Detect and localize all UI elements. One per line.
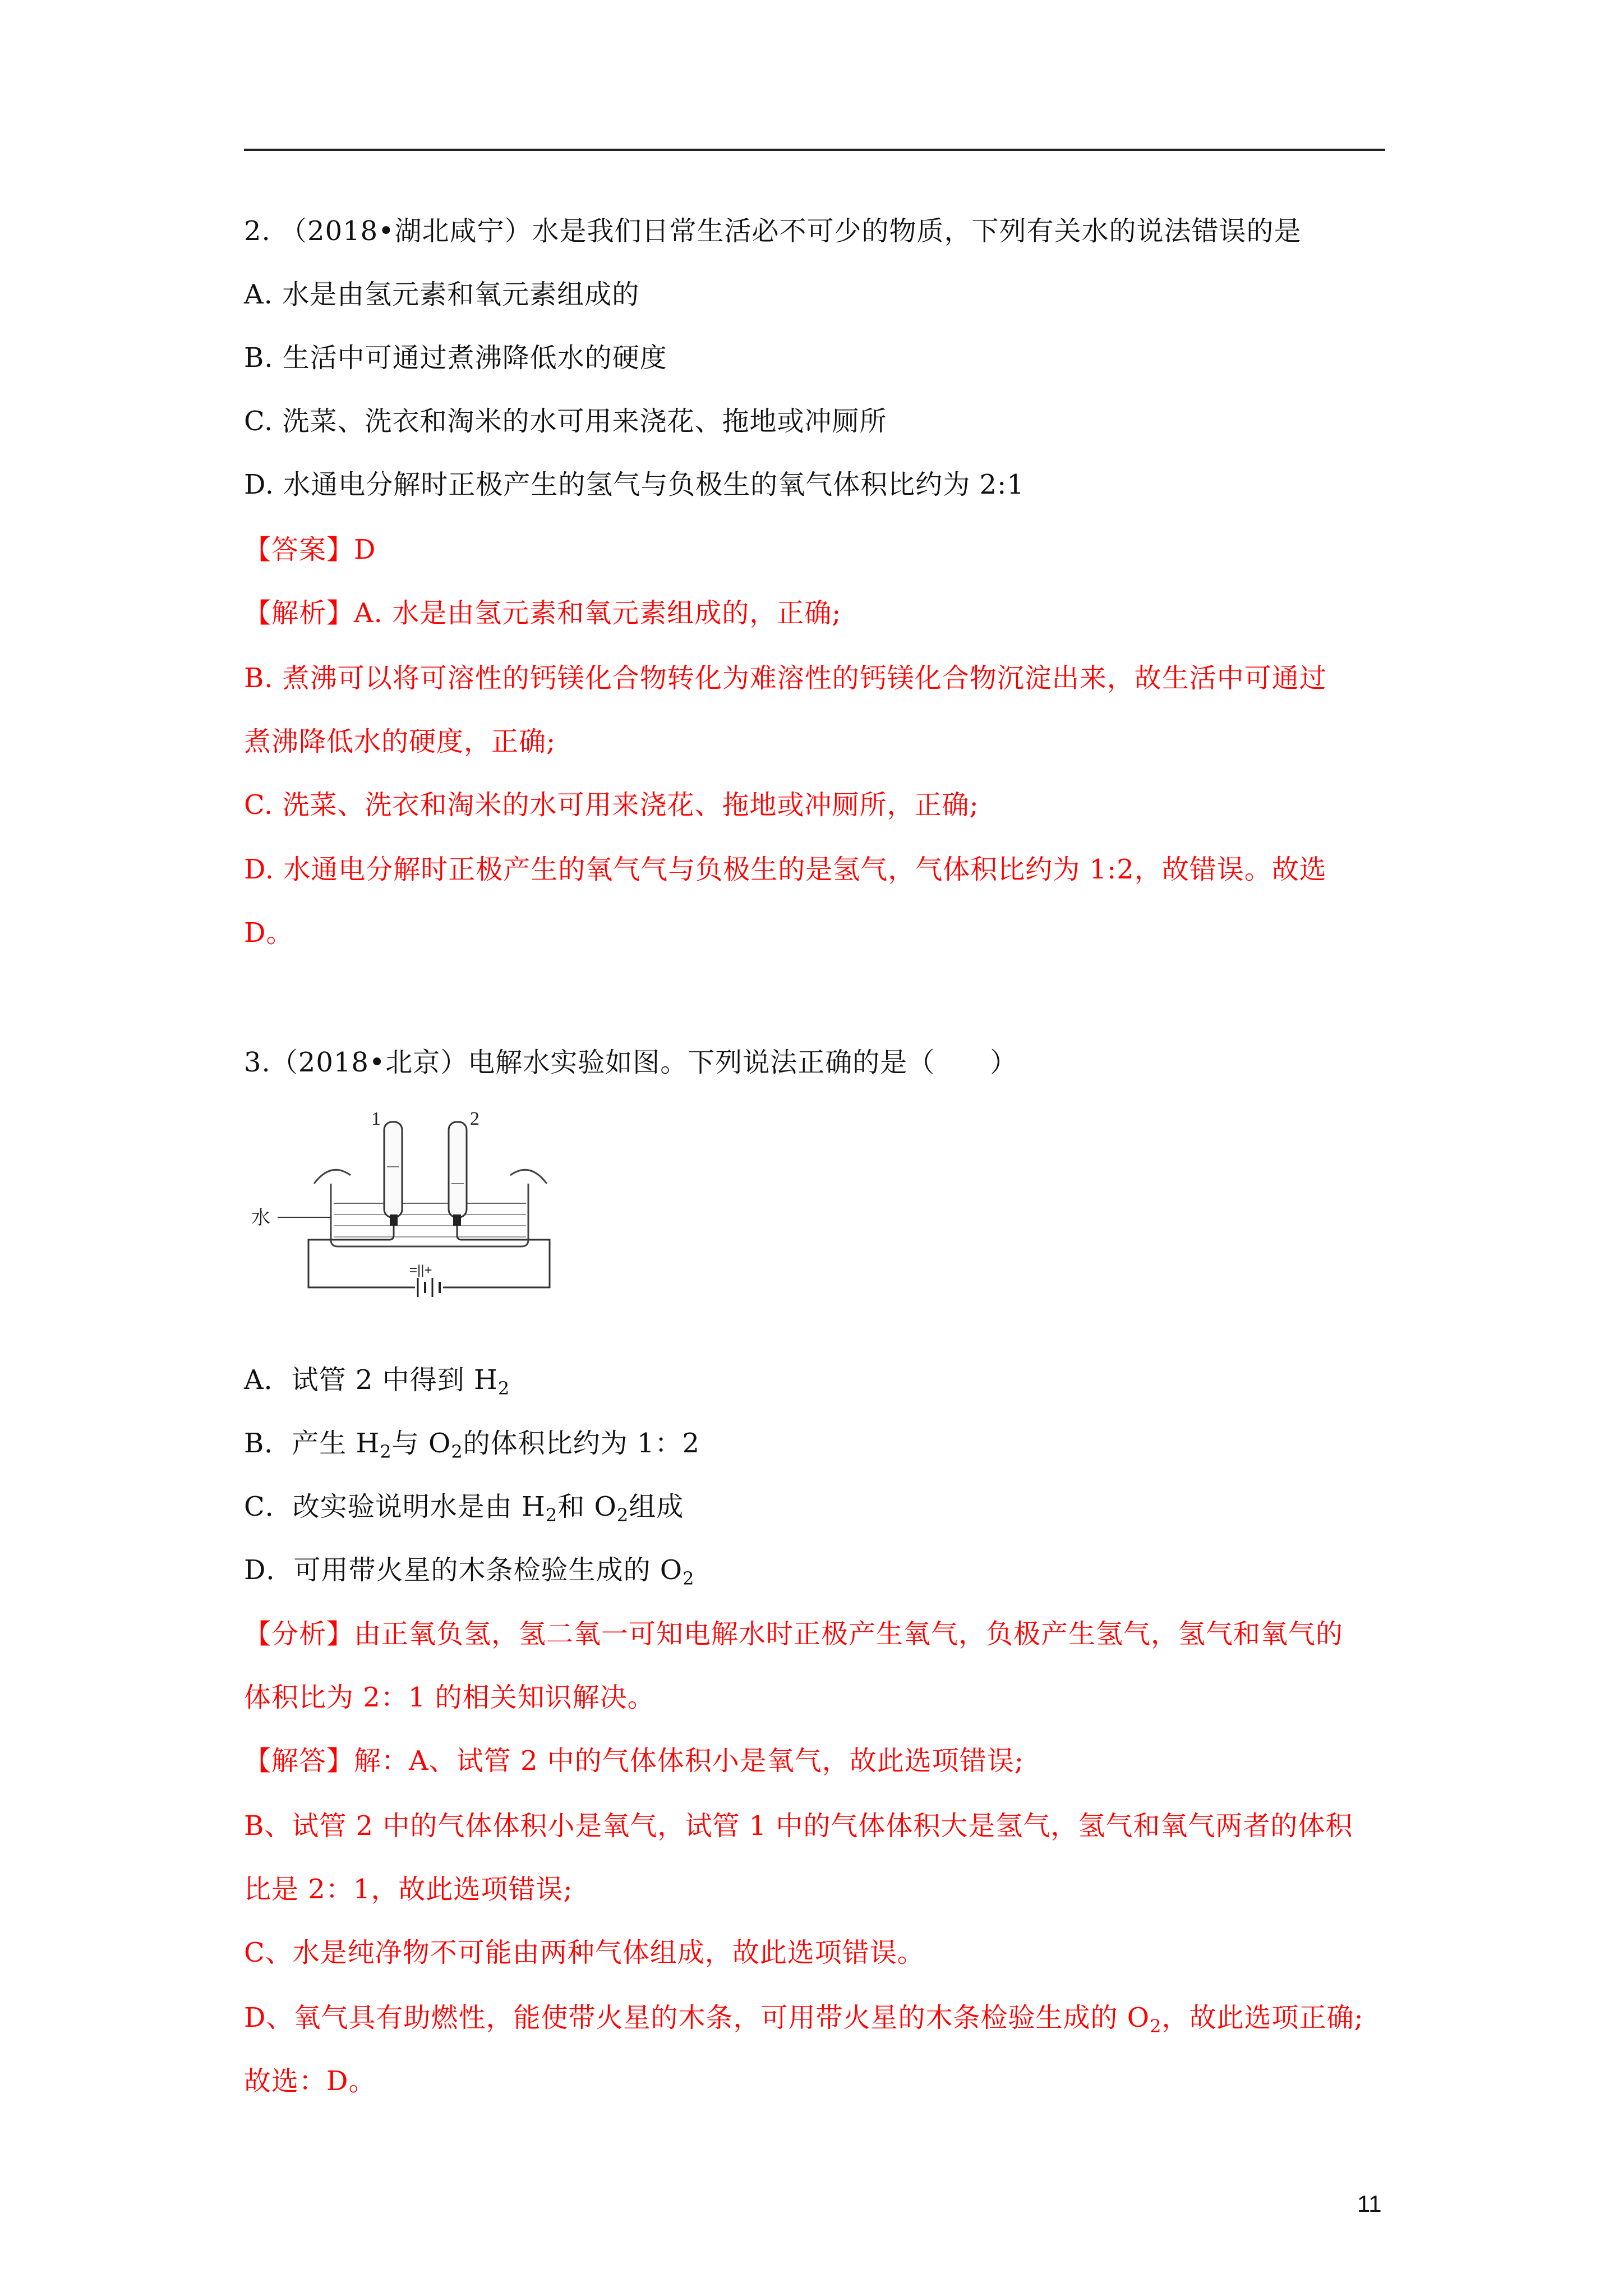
header-rule <box>244 149 1385 151</box>
q2-analysis-b2: 煮沸降低水的硬度，正确; <box>244 726 556 757</box>
q3-option-a-text: A．试管 2 中得到 H <box>244 1364 498 1396</box>
q3-fenxi-line2: 体积比为 2：1 的相关知识解决。 <box>244 1682 655 1713</box>
q3-option-c-suffix: 组成 <box>629 1491 684 1522</box>
q3-option-b-sub1: 2 <box>380 1441 392 1462</box>
q3-option-a <box>244 1362 510 1398</box>
q3-jieda-d1-prefix: D、氧气具有助燃性，能使带火星的木条，可用带火星的木条检验生成的 O <box>244 2002 1150 2033</box>
q3-jieda-d1-sub: 2 <box>1150 2016 1162 2037</box>
q2-analysis-c: C. 洗菜、洗衣和淘米的水可用来浇花、拖地或冲厕所，正确; <box>244 789 979 821</box>
q3-fenxi-1: 由正氧负氢，氢二氧一可知电解水时正极产生氧气，负极产生氢气，氢气和氧气的 <box>354 1618 1344 1650</box>
q3-option-b-prefix: B．产生 H <box>244 1428 380 1459</box>
q3-jieda-b1: B、试管 2 中的气体体积小是氧气，试管 1 中的气体体积大是氢气，氢气和氧气两者的体积 <box>244 1810 1353 1842</box>
page-number: 11 <box>1357 2191 1382 2217</box>
water-label: 水 <box>251 1207 270 1229</box>
q2-analysis-d1: D. 水通电分解时正极产生的氧气气与负极生的是氢气，气体积比约为 1:2，故错误。故选 <box>244 854 1327 885</box>
tube-label-1: 1 <box>371 1108 381 1129</box>
q3-jieda-c: C、水是纯净物不可能由两种气体组成，故此选项错误。 <box>244 1937 925 1968</box>
q2-answer-label: 【答案】 <box>244 534 354 565</box>
q3-jieda-b2: 比是 2：1，故此选项错误; <box>244 1874 573 1905</box>
q2-analysis-d2: D。 <box>244 917 294 949</box>
q3-fenxi-label: 【分析】 <box>244 1618 354 1650</box>
electrolysis-apparatus-figure <box>247 1099 594 1324</box>
q3-jieda-label: 【解答】 <box>244 1745 354 1777</box>
q2-answer-value: D <box>354 534 376 565</box>
electrolysis-diagram <box>247 1099 594 1324</box>
q3-option-c-prefix: C．改实验说明水是由 H <box>244 1491 546 1522</box>
electrode-2 <box>453 1214 461 1226</box>
q2-answer <box>244 532 376 568</box>
q2-analysis-a: A. 水是由氢元素和氧元素组成的，正确; <box>354 597 842 629</box>
electrode-1 <box>390 1214 398 1226</box>
q2-option-b: B. 生活中可通过煮沸降低水的硬度 <box>244 342 667 374</box>
q3-option-c-mid: 和 O <box>557 1491 617 1522</box>
q3-option-d-sub: 2 <box>683 1568 695 1589</box>
q3-option-d <box>244 1552 694 1588</box>
q2-stem: 2. （2018•湖北咸宁）水是我们日常生活必不可少的物质，下列有关水的说法错误的是 <box>244 215 1302 247</box>
battery-label: =||+ <box>409 1263 432 1278</box>
q3-option-b-mid: 与 O <box>391 1428 451 1459</box>
q3-option-b-sub2: 2 <box>451 1441 463 1462</box>
test-tube-1 <box>384 1122 402 1217</box>
q3-fenxi-line1 <box>244 1616 1343 1652</box>
q3-jieda-d1 <box>244 2000 1364 2036</box>
q3-jieda-a-line <box>244 1743 1024 1779</box>
q2-option-d: D. 水通电分解时正极产生的氢气与负极生的氧气体积比约为 2:1 <box>244 469 1025 500</box>
q3-option-d-prefix: D．可用带火星的木条检验生成的 O <box>244 1554 683 1586</box>
q3-option-c-sub1: 2 <box>545 1504 558 1526</box>
q2-analysis-a-line <box>244 595 841 631</box>
q2-analysis-b1: B. 煮沸可以将可溶性的钙镁化合物转化为难溶性的钙镁化合物沉淀出来，故生活中可通过 <box>244 662 1327 694</box>
q3-option-c-sub2: 2 <box>616 1504 629 1526</box>
tube-label-2: 2 <box>470 1108 479 1129</box>
q3-stem: 3.（2018•北京）电解水实验如图。下列说法正确的是（ ） <box>244 1047 1018 1078</box>
q3-jieda-d2: 故选：D。 <box>244 2065 376 2097</box>
q3-jieda-d1-suffix: ，故此选项正确; <box>1161 2002 1364 2033</box>
q3-option-b-suffix: 的体积比约为 1：2 <box>463 1428 700 1459</box>
test-tube-2 <box>449 1122 467 1217</box>
q2-analysis-label: 【解析】 <box>244 597 354 629</box>
q3-option-b <box>244 1425 700 1461</box>
q2-option-c: C. 洗菜、洗衣和淘米的水可用来浇花、拖地或冲厕所 <box>244 406 887 437</box>
q3-option-c <box>244 1489 684 1525</box>
q2-option-a: A. 水是由氢元素和氧元素组成的 <box>244 279 640 310</box>
q3-jieda-a: 解：A、试管 2 中的气体体积小是氧气，故此选项错误; <box>354 1745 1024 1777</box>
q3-option-a-sub: 2 <box>497 1378 510 1399</box>
